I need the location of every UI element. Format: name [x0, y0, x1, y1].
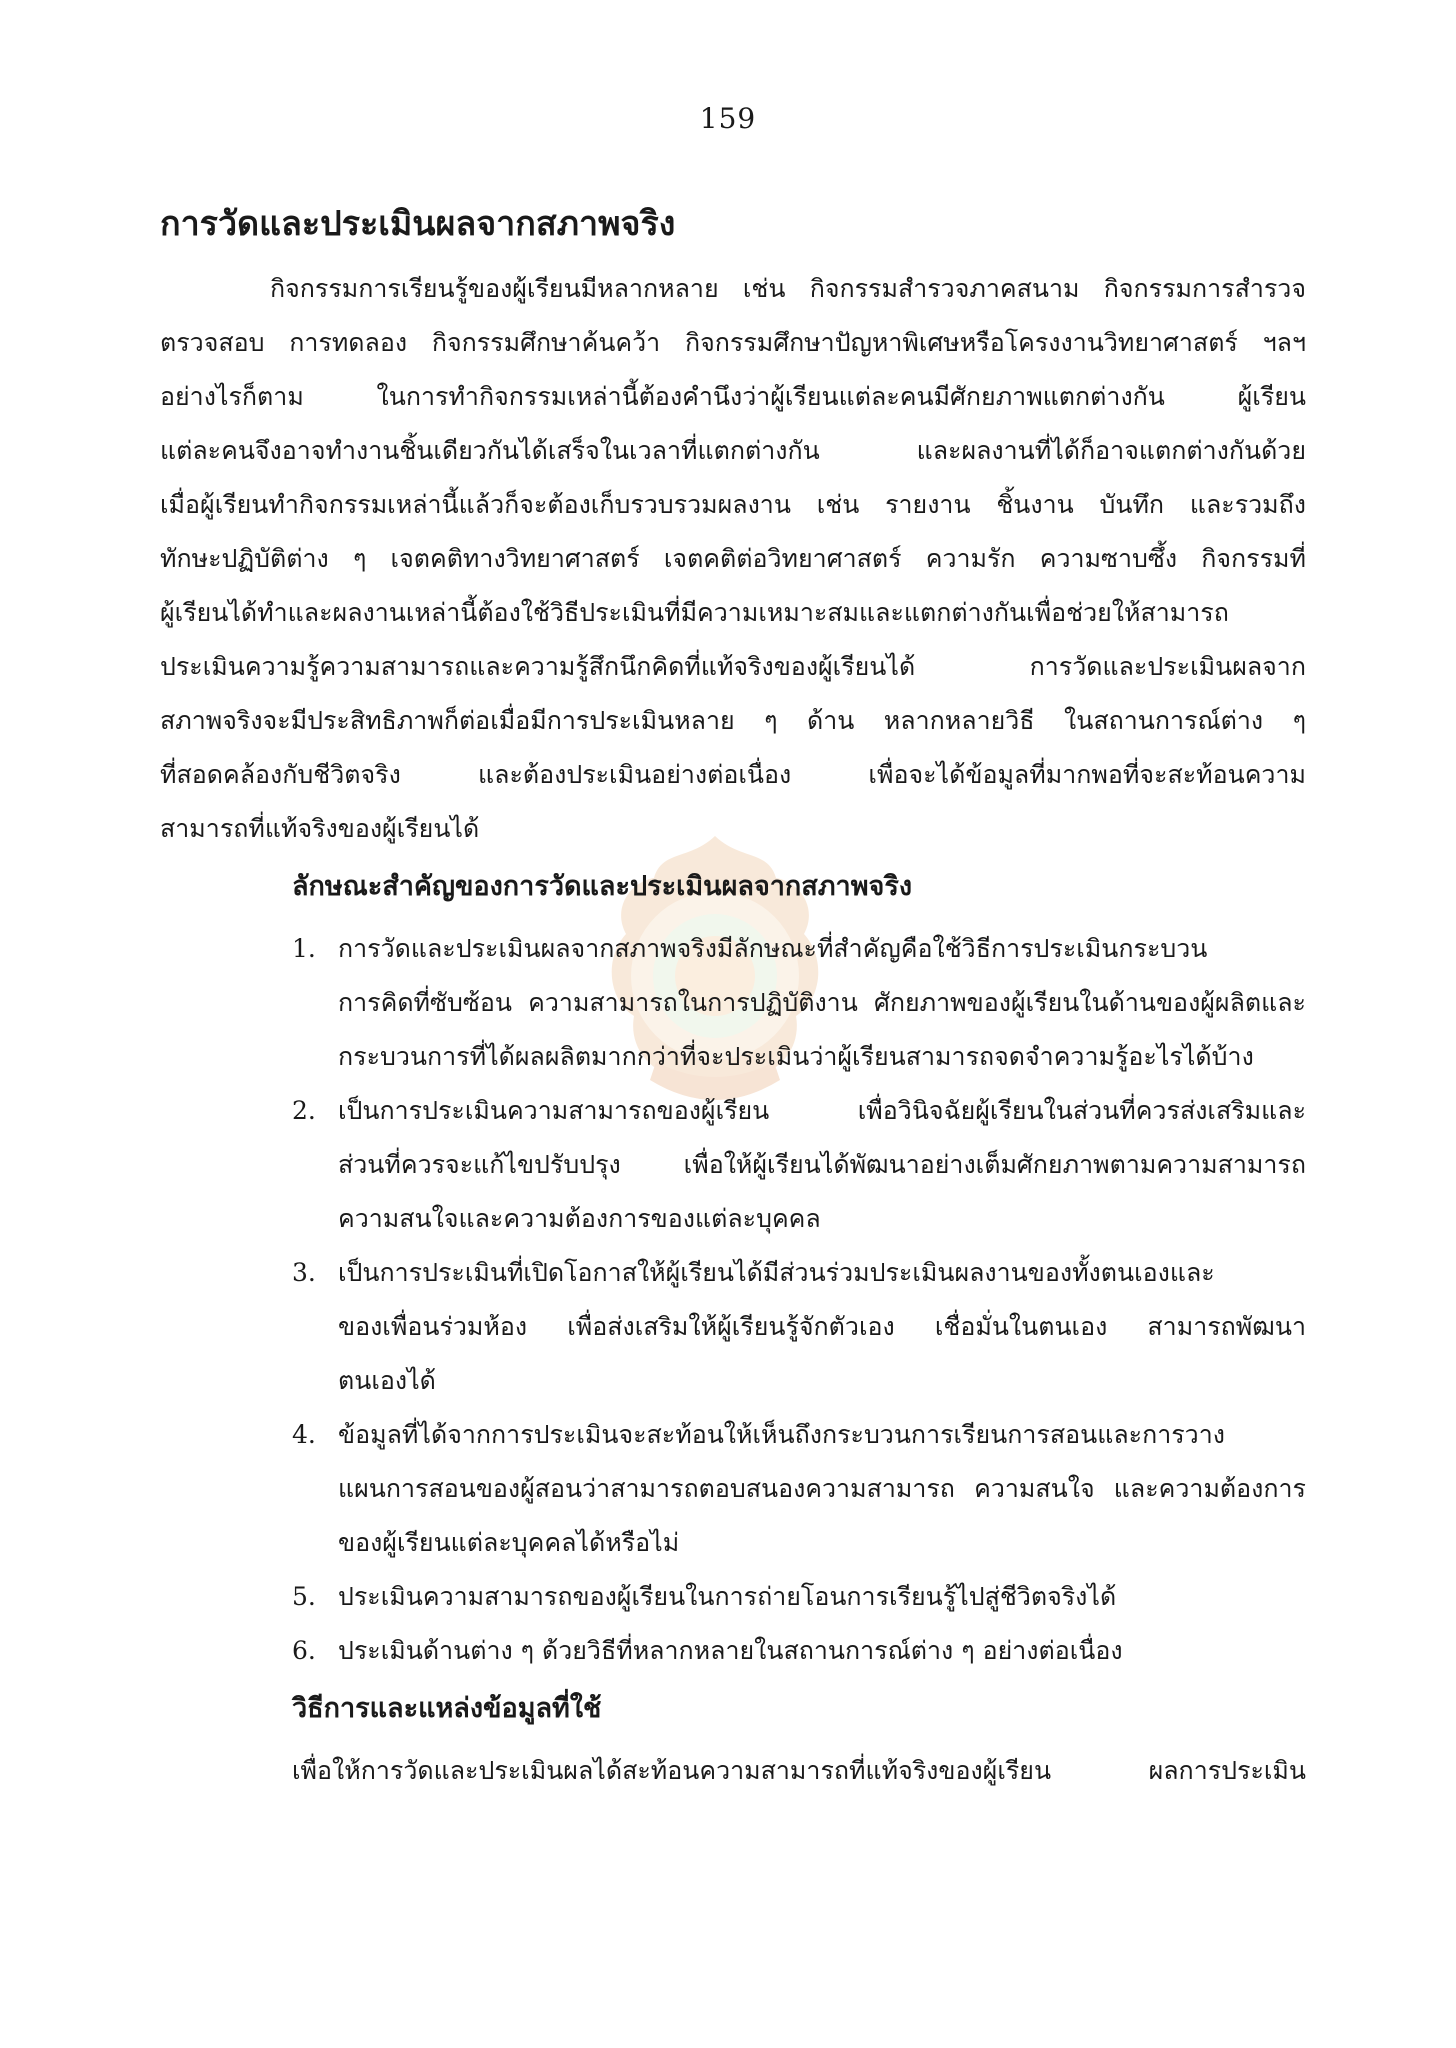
item-line: ข้อมูลที่ได้จากการประเมินจะสะท้อนให้เห็นถึงกระบวนการเรียนการสอนและการวาง — [338, 1420, 1225, 1449]
paragraph-line: กิจกรรมการเรียนรู้ของผู้เรียนมีหลากหลาย เช่น กิจกรรมสำรวจภาคสนาม กิจกรรมการสำรวจ — [270, 274, 1306, 303]
methods-paragraph — [292, 1744, 1306, 1798]
paragraph-line: ทักษะปฏิบัติต่าง ๆ เจตคติทางวิทยาศาสตร์ เจตคติต่อวิทยาศาสตร์ ความรัก ความซาบซึ้ง กิจกรรมที่ — [160, 544, 1306, 573]
item-line: ของผู้เรียนแต่ละบุคคลได้หรือไม่ — [338, 1528, 680, 1557]
characteristics-heading: ลักษณะสำคัญของการวัดและประเมินผลจากสภาพจริง — [292, 871, 913, 902]
item-line: ประเมินความสามารถของผู้เรียนในการถ่ายโอนการเรียนรู้ไปสู่ชีวิตจริงได้ — [338, 1582, 1117, 1611]
item-line: กระบวนการที่ได้ผลผลิตมากกว่าที่จะประเมินว่าผู้เรียนสามารถจดจำความรู้อะไรได้บ้าง — [338, 1042, 1254, 1071]
item-line: แผนการสอนของผู้สอนว่าสามารถตอบสนองความสามารถ ความสนใจ และความต้องการ — [338, 1474, 1306, 1503]
paragraph-line: ผู้เรียนได้ทำและผลงานเหล่านี้ต้องใช้วิธีประเมินที่มีความเหมาะสมและแตกต่างกันเพื่อช่วยให้สามารถ — [160, 598, 1229, 627]
paragraph-line: สามารถที่แท้จริงของผู้เรียนได้ — [160, 814, 480, 843]
paragraph-line: ตรวจสอบ การทดลอง กิจกรรมศึกษาค้นคว้า กิจกรรมศึกษาปัญหาพิเศษหรือโครงงานวิทยาศาสตร์ ฯลฯ — [160, 328, 1306, 357]
list-item — [292, 1408, 1306, 1570]
methods-heading: วิธีการและแหล่งข้อมูลที่ใช้ — [292, 1693, 602, 1724]
item-number: 5. — [292, 1582, 316, 1611]
item-line: เป็นการประเมินความสามารถของผู้เรียน เพื่อวินิจฉัยผู้เรียนในส่วนที่ควรส่งเสริมและ — [338, 1096, 1306, 1125]
item-line: การวัดและประเมินผลจากสภาพจริงมีลักษณะที่สำคัญคือใช้วิธีการประเมินกระบวน — [338, 934, 1208, 963]
item-line: ประเมินด้านต่าง ๆ ด้วยวิธีที่หลากหลายในสถานการณ์ต่าง ๆ อย่างต่อเนื่อง — [338, 1636, 1123, 1665]
characteristics-list — [292, 922, 1306, 1678]
item-line: ตนเองได้ — [338, 1366, 436, 1395]
item-line: ของเพื่อนร่วมห้อง เพื่อส่งเสริมให้ผู้เรียนรู้จักตัวเอง เชื่อมั่นในตนเอง สามารถพัฒนา — [338, 1312, 1306, 1341]
intro-paragraph — [160, 262, 1306, 856]
paragraph-line: ที่สอดคล้องกับชีวิตจริง และต้องประเมินอย่างต่อเนื่อง เพื่อจะได้ข้อมูลที่มากพอที่จะสะท้อนความ — [160, 760, 1306, 789]
item-number: 3. — [292, 1258, 316, 1287]
list-item — [292, 1570, 1306, 1624]
page-number: 159 — [699, 102, 757, 135]
item-number: 6. — [292, 1636, 316, 1665]
section-title: การวัดและประเมินผลจากสภาพจริง — [160, 204, 676, 244]
list-item — [292, 1084, 1306, 1246]
paragraph-line: เพื่อให้การวัดและประเมินผลได้สะท้อนความสามารถที่แท้จริงของผู้เรียน ผลการประเมิน — [292, 1756, 1306, 1785]
item-number: 2. — [292, 1096, 316, 1125]
paragraph-line: เมื่อผู้เรียนทำกิจกรรมเหล่านี้แล้วก็จะต้องเก็บรวบรวมผลงาน เช่น รายงาน ชิ้นงาน บันทึก และรวมถึง — [160, 490, 1306, 519]
item-number: 1. — [292, 934, 316, 963]
item-line: การคิดที่ซับซ้อน ความสามารถในการปฏิบัติงาน ศักยภาพของผู้เรียนในด้านของผู้ผลิตและ — [338, 988, 1306, 1017]
item-line: ความสนใจและความต้องการของแต่ละบุคคล — [338, 1204, 821, 1233]
list-item — [292, 1624, 1306, 1678]
paragraph-line: สภาพจริงจะมีประสิทธิภาพก็ต่อเมื่อมีการประเมินหลาย ๆ ด้าน หลากหลายวิธี ในสถานการณ์ต่าง ๆ — [160, 706, 1306, 735]
item-line: ส่วนที่ควรจะแก้ไขปรับปรุง เพื่อให้ผู้เรียนได้พัฒนาอย่างเต็มศักยภาพตามความสามารถ — [338, 1150, 1306, 1179]
item-line: เป็นการประเมินที่เปิดโอกาสให้ผู้เรียนได้มีส่วนร่วมประเมินผลงานของทั้งตนเองและ — [338, 1258, 1215, 1287]
paragraph-line: อย่างไรก็ตาม ในการทำกิจกรรมเหล่านี้ต้องคำนึงว่าผู้เรียนแต่ละคนมีศักยภาพแตกต่างกัน ผู้เรียน — [160, 382, 1306, 411]
paragraph-line: แต่ละคนจึงอาจทำงานชิ้นเดียวกันได้เสร็จในเวลาที่แตกต่างกัน และผลงานที่ได้ก็อาจแตกต่างกันด้วย — [160, 436, 1306, 465]
paragraph-line: ประเมินความรู้ความสามารถและความรู้สึกนึกคิดที่แท้จริงของผู้เรียนได้ การวัดและประเมินผลจาก — [160, 652, 1306, 681]
list-item — [292, 1246, 1306, 1408]
item-number: 4. — [292, 1420, 316, 1449]
list-item — [292, 922, 1306, 1084]
